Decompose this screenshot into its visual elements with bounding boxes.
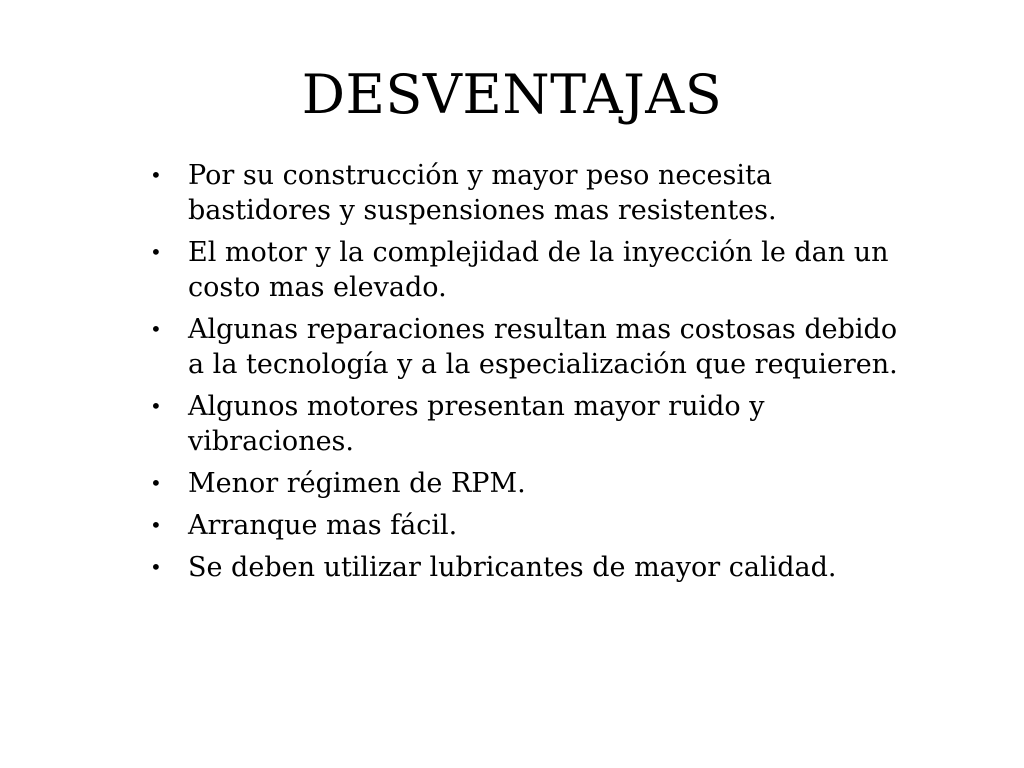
bullet-item [150,466,910,501]
bullet-item [150,550,910,585]
bullet-text: Algunas reparaciones resultan mas costosas debido a la tecnología y a la especialización que requieren. [188,314,898,380]
bullet-item [150,312,910,382]
bullet-item [150,235,910,305]
bullet-item [150,158,910,228]
bullet-text: El motor y la complejidad de la inyección le dan un costo mas elevado. [188,237,889,303]
slide-title: DESVENTAJAS [301,63,723,126]
bullet-text: Por su construcción y mayor peso necesita bastidores y suspensiones mas resistentes. [188,160,777,226]
bullet-icon: • [150,471,162,495]
bullet-icon: • [150,163,162,187]
bullet-item [150,389,910,459]
bullet-text: Algunos motores presentan mayor ruido y vibraciones. [188,391,765,457]
bullet-list [150,158,910,592]
bullet-icon: • [150,394,162,418]
bullet-icon: • [150,513,162,537]
bullet-icon: • [150,240,162,264]
bullet-icon: • [150,317,162,341]
bullet-text: Menor régimen de RPM. [188,468,526,499]
bullet-icon: • [150,555,162,579]
bullet-text: Arranque mas fácil. [188,510,458,541]
bullet-item [150,508,910,543]
bullet-text: Se deben utilizar lubricantes de mayor calidad. [188,552,837,583]
